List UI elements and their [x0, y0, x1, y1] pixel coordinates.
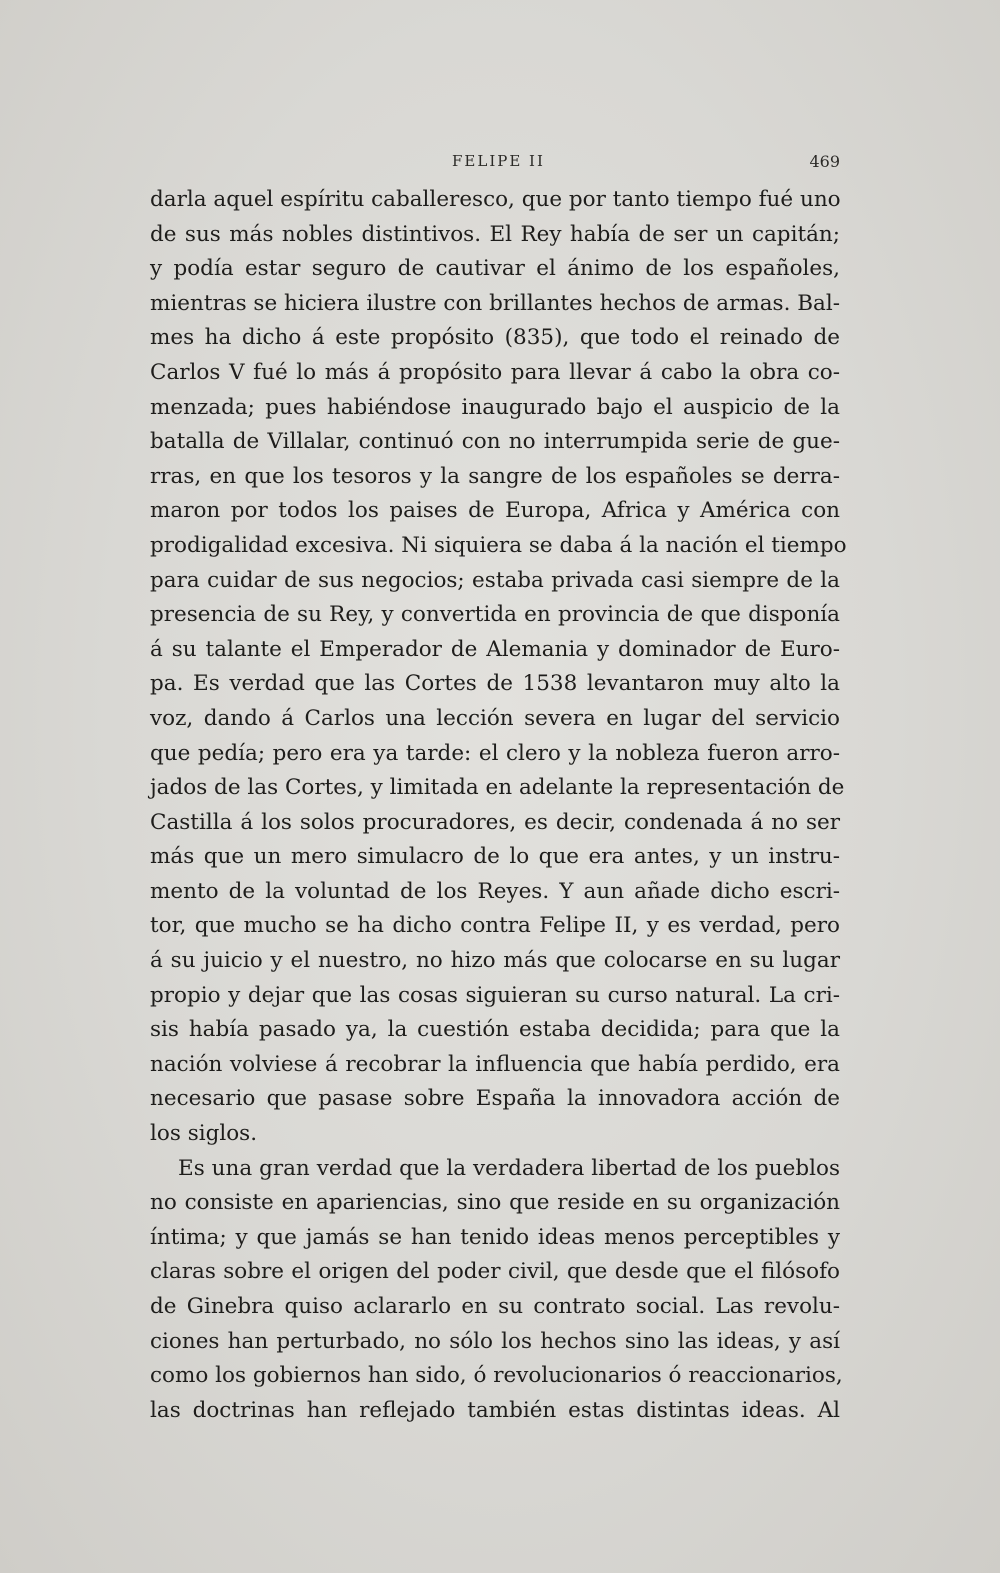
text-line: más que un mero simulacro de lo que era antes, y un instru-: [150, 844, 840, 870]
text-line: mento de la voluntad de los Reyes. Y aun añade dicho escri-: [150, 878, 840, 904]
body-text: [150, 183, 847, 1428]
text-line: claras sobre el origen del poder civil, que desde que el filósofo: [150, 1259, 840, 1285]
text-line: menzada; pues habiéndose inaugurado bajo el auspicio de la: [150, 394, 840, 420]
text-line: Castilla á los solos procuradores, es decir, condenada á no ser: [150, 809, 840, 835]
text-line: de Ginebra quiso aclararlo en su contrato social. Las revolu-: [150, 1294, 840, 1319]
text-line: prodigalidad excesiva. Ni siquiera se daba á la nación el tiempo: [150, 532, 847, 558]
text-line: á su talante el Emperador de Alemania y dominador de Euro-: [150, 636, 840, 662]
text-line: batalla de Villalar, continuó con no interrumpida serie de gue-: [150, 429, 840, 455]
text-line: nación volviese á recobrar la influencia que había perdido, era: [150, 1051, 840, 1077]
text-line: los siglos.: [150, 1121, 258, 1147]
text-line: íntima; y que jamás se han tenido ideas menos perceptibles y: [150, 1224, 840, 1250]
text-line: de sus más nobles distintivos. El Rey había de ser un capitán;: [150, 221, 840, 247]
text-line: las doctrinas han reflejado también estas distintas ideas. Al: [150, 1397, 840, 1423]
text-line: Es una gran verdad que la verdadera libertad de los pueblos: [178, 1155, 840, 1181]
text-line: para cuidar de sus negocios; estaba privada casi siempre de la: [150, 567, 840, 593]
text-line: mientras se hiciera ilustre con brillantes hechos de armas. Bal-: [150, 290, 841, 316]
text-line: rras, en que los tesoros y la sangre de los españoles se derra-: [150, 463, 840, 489]
text-line: voz, dando á Carlos una lección severa en lugar del servicio: [150, 705, 840, 731]
text-line: propio y dejar que las cosas siguieran su curso natural. La cri-: [150, 982, 840, 1008]
running-head: FELIPE II: [452, 152, 545, 170]
text-line: y podía estar seguro de cautivar el ánimo de los españoles,: [150, 256, 840, 282]
text-line: que pedía; pero era ya tarde: el clero y la nobleza fueron arro-: [150, 740, 840, 766]
text-line: como los gobiernos han sido, ó revolucionarios ó reaccionarios,: [150, 1363, 843, 1389]
text-line: mes ha dicho á este propósito (835), que todo el reinado de: [150, 325, 840, 351]
text-line: necesario que pasase sobre España la innovadora acción de: [150, 1086, 840, 1112]
text-line: no consiste en apariencias, sino que reside en su organización: [150, 1190, 840, 1216]
paragraph-2: [150, 1152, 843, 1429]
text-line: jados de las Cortes, y limitada en adelante la representación de: [150, 775, 845, 801]
page-number: 469: [809, 152, 840, 171]
text-line: ciones han perturbado, no sólo los hechos sino las ideas, y así: [150, 1328, 840, 1354]
text-line: Carlos V fué lo más á propósito para llevar á cabo la obra co-: [150, 359, 840, 385]
text-line: darla aquel espíritu caballeresco, que por tanto tiempo fué uno: [150, 187, 841, 212]
text-line: sis había pasado ya, la cuestión estaba decidida; para que la: [150, 1017, 840, 1043]
text-line: presencia de su Rey, y convertida en provincia de que disponía: [150, 602, 840, 628]
paragraph-1: [150, 183, 847, 1152]
page-header: [150, 152, 840, 174]
text-line: tor, que mucho se ha dicho contra Felipe II, y es verdad, pero: [150, 913, 840, 939]
text-line: pa. Es verdad que las Cortes de 1538 levantaron muy alto la: [150, 671, 840, 697]
text-line: maron por todos los paises de Europa, Africa y América con: [150, 498, 840, 524]
text-line: á su juicio y el nuestro, no hizo más que colocarse en su lugar: [150, 948, 840, 974]
